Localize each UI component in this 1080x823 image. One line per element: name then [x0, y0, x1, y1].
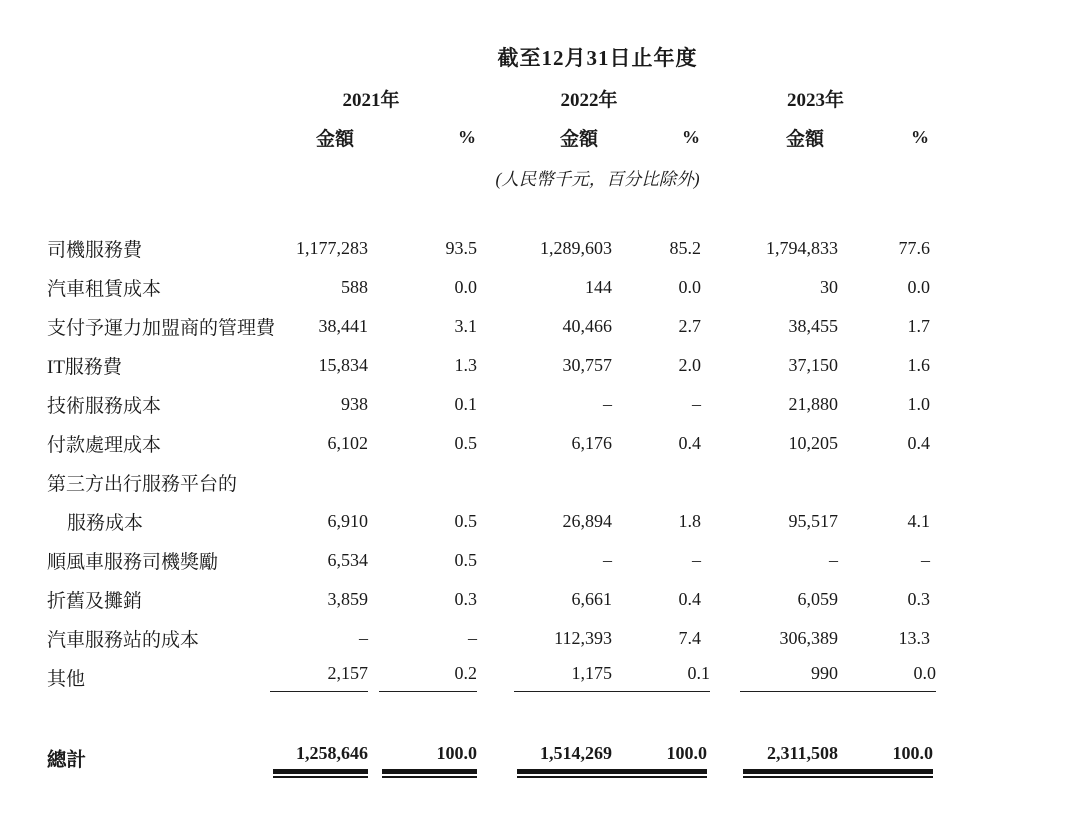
percent-cell: 1.3: [454, 355, 477, 375]
row-label: 汽車服務站的成本: [47, 630, 200, 651]
period-header: 截至12月31日止年度: [497, 46, 698, 70]
double-underlined-value: 1,514,269: [517, 743, 612, 774]
amount-cell: 6,534: [327, 550, 368, 570]
amount-cell: [477, 658, 612, 697]
year-header-row: [47, 78, 930, 118]
total-amount-cell: [477, 740, 612, 776]
underlined-value: 2,157: [270, 663, 368, 692]
percent-cell: 7.4: [678, 628, 701, 648]
underlined-value: 0.1: [612, 663, 710, 692]
amount-cell: 6,176: [571, 433, 612, 453]
percent-cell: [612, 463, 701, 502]
percent-cell: –: [468, 628, 477, 648]
table-row-hitch-driver-incentives: [47, 541, 930, 580]
row-label: IT服務費: [47, 357, 122, 378]
spacer-row: [47, 200, 930, 229]
amount-cell: 588: [341, 277, 368, 297]
row-label: 折舊及攤銷: [47, 591, 143, 612]
percent-cell: 0.5: [454, 511, 477, 531]
amount-cell: 6,102: [327, 433, 368, 453]
amount-cell: 6,910: [327, 511, 368, 531]
table-row-depreciation-amortisation: [47, 580, 930, 619]
total-percent-cell: [612, 740, 707, 776]
double-underlined-value: 2,311,508: [743, 743, 838, 774]
amount-cell: 10,205: [788, 433, 838, 453]
row-label: 第三方出行服務平台的: [47, 474, 238, 495]
percent-column-header-2022: %: [682, 126, 700, 147]
percent-cell: 13.3: [898, 628, 931, 648]
total-label: 總計: [47, 750, 87, 771]
percent-cell: –: [692, 550, 701, 570]
row-label: 服務成本: [67, 513, 144, 534]
table-row-it-service-fees: [47, 346, 930, 385]
percent-cell: 0.1: [454, 394, 477, 414]
percent-cell: 0.3: [454, 589, 477, 609]
percent-column-header-2021: %: [458, 126, 476, 147]
amount-cell: 1,289,603: [540, 238, 612, 258]
spacer-row: [47, 697, 930, 740]
percent-column-header-2023: %: [911, 126, 930, 147]
percent-cell: 93.5: [445, 238, 477, 258]
percent-cell: [838, 463, 930, 502]
underlined-value: 0.2: [379, 663, 477, 692]
percent-cell: [838, 658, 936, 697]
amount-cell: 38,455: [788, 316, 838, 336]
amount-cell: 1,177,283: [296, 238, 368, 258]
percent-cell: [612, 658, 710, 697]
percent-cell: 0.4: [907, 433, 931, 453]
underlined-value: 990: [740, 663, 838, 692]
spacer-cell: [47, 36, 265, 78]
table-row-vehicle-service-station-costs: [47, 619, 930, 658]
underlined-value: 0.0: [838, 663, 936, 692]
amount-cell: [701, 463, 838, 502]
amount-cell: 38,441: [318, 316, 368, 336]
amount-cell: 144: [585, 277, 612, 297]
amount-cell: –: [829, 550, 838, 570]
amount-cell: 30: [820, 277, 838, 297]
percent-cell: 0.5: [454, 433, 477, 453]
double-underlined-value: 1,258,646: [273, 743, 368, 774]
amount-cell: 112,393: [554, 628, 612, 648]
table-row-driver-service-fees: [47, 229, 930, 268]
amount-cell: –: [603, 550, 612, 570]
amount-cell: 40,466: [562, 316, 612, 336]
percent-cell: 0.0: [678, 277, 701, 297]
percent-cell: 0.3: [907, 589, 931, 609]
percent-cell: 2.0: [678, 355, 701, 375]
table-row-third-party-platform-service-costs: [47, 502, 930, 541]
percent-cell: –: [921, 550, 931, 570]
total-amount-cell: [265, 740, 368, 776]
currency-unit-note: (人民幣千元，百分比除外): [495, 168, 700, 189]
year-header-2022: 2022年: [560, 89, 618, 111]
amount-column-header-2022: 金額: [559, 128, 598, 150]
amount-cell: [701, 658, 838, 697]
year-header-2021: 2021年: [342, 89, 400, 111]
table-row-vehicle-rental-costs: [47, 268, 930, 307]
percent-cell: [368, 463, 477, 502]
amount-cell: [477, 463, 612, 502]
percent-cell: 4.1: [907, 511, 931, 531]
percent-cell: 77.6: [898, 238, 931, 258]
percent-cell: 2.7: [678, 316, 701, 336]
year-header-2023: 2023年: [787, 89, 845, 111]
table-row-franchisee-management-fees: [47, 307, 930, 346]
percent-cell: 0.0: [907, 277, 931, 297]
amount-cell: 30,757: [562, 355, 612, 375]
amount-cell: 938: [341, 394, 368, 414]
amount-cell: –: [603, 394, 612, 414]
amount-cell: 15,834: [318, 355, 368, 375]
percent-cell: 1.7: [907, 316, 931, 336]
column-header-row: [47, 118, 930, 156]
spacer-cell: [47, 156, 265, 200]
amount-column-header-2023: 金額: [785, 128, 824, 150]
amount-cell: 306,389: [779, 628, 838, 648]
amount-cell: 6,661: [571, 589, 612, 609]
amount-cell: 26,894: [562, 511, 612, 531]
table-row-others: [47, 658, 930, 697]
total-row: [47, 740, 930, 776]
row-label: 支付予運力加盟商的管理費: [47, 318, 276, 339]
amount-cell: 3,859: [327, 589, 368, 609]
cost-breakdown-table: [47, 36, 936, 776]
amount-cell: 95,517: [788, 511, 838, 531]
amount-cell: [265, 463, 368, 502]
double-underlined-value: 100.0: [382, 743, 477, 774]
percent-cell: [368, 658, 477, 697]
amount-cell: –: [359, 628, 368, 648]
total-percent-cell: [368, 740, 477, 776]
row-label: 其他: [47, 669, 86, 690]
percent-cell: 0.0: [454, 277, 477, 297]
unit-note-row: [47, 156, 930, 200]
spacer-cell: [47, 118, 265, 156]
row-label: 順風車服務司機獎勵: [47, 552, 219, 573]
percent-cell: 0.5: [454, 550, 477, 570]
table-row-technical-service-costs: [47, 385, 930, 424]
underlined-value: 1,175: [514, 663, 612, 692]
double-underlined-value: 100.0: [612, 743, 707, 774]
amount-cell: 37,150: [788, 355, 838, 375]
amount-cell: 21,880: [788, 394, 838, 414]
spacer-cell: [47, 78, 265, 118]
percent-cell: –: [692, 394, 701, 414]
row-label: 司機服務費: [47, 240, 143, 261]
table-row-third-party-platform-wrap-line: [47, 463, 930, 502]
amount-cell: 6,059: [797, 589, 838, 609]
total-percent-cell: [838, 740, 933, 776]
table-row-payment-processing-costs: [47, 424, 930, 463]
double-underlined-value: 100.0: [838, 743, 933, 774]
percent-cell: 1.6: [907, 355, 931, 375]
percent-cell: 3.1: [454, 316, 477, 336]
percent-cell: 0.4: [678, 589, 701, 609]
amount-cell: 1,794,833: [766, 238, 838, 258]
percent-cell: 1.0: [907, 394, 931, 414]
percent-cell: 0.4: [678, 433, 701, 453]
period-header-row: [47, 36, 930, 78]
percent-cell: 1.8: [678, 511, 701, 531]
total-amount-cell: [701, 740, 838, 776]
amount-column-header-2021: 金額: [315, 128, 354, 150]
row-label: 付款處理成本: [47, 435, 162, 456]
row-label: 技術服務成本: [47, 396, 162, 417]
percent-cell: 85.2: [669, 238, 701, 258]
row-label: 汽車租賃成本: [47, 279, 162, 300]
amount-cell: [265, 658, 368, 697]
